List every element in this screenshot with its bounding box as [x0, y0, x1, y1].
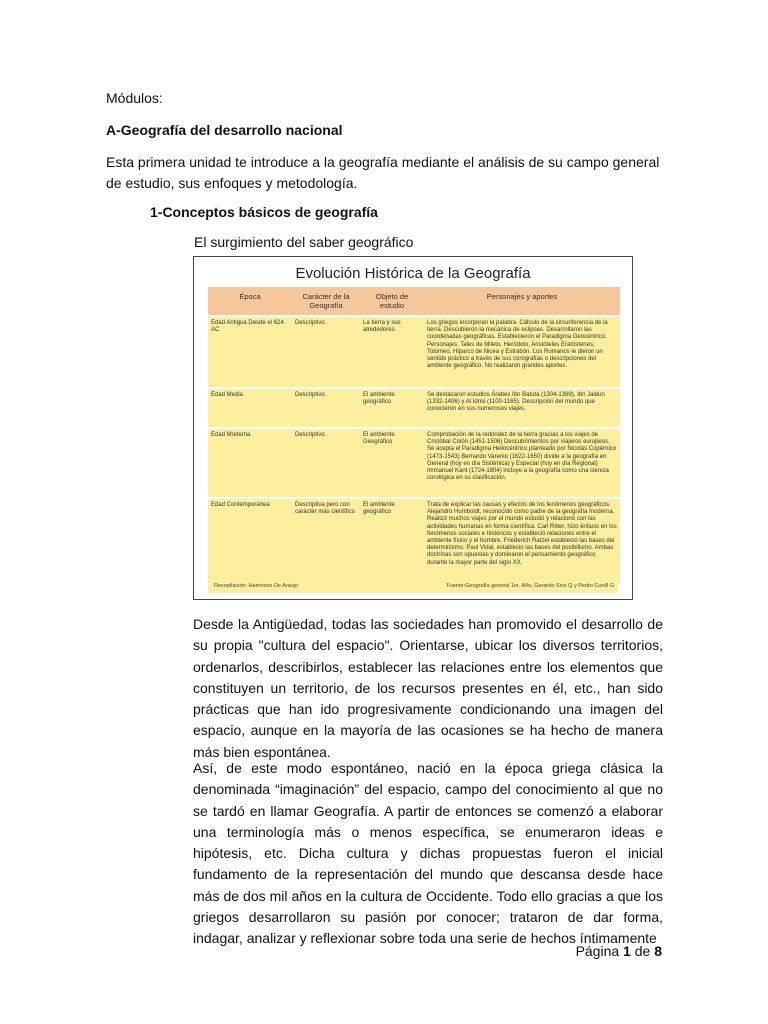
figure-footer: [208, 579, 618, 593]
body-paragraph: Desde la Antigüedad, todas las sociedades han promovido el desarrollo de su propia "cultura del espacio". Orientarse, ubicar los diversos territorios, ordenarlos, describirlos, establecer las relaciones entre los elementos que constituyen un territorio, de los recursos presentes en él, etc., han sido prácticas que han ido progresivamente condicionando una imagen del espacio, aunque en la mayoría de las ocasiones se ha hecho de manera más bien espontánea.: [193, 616, 663, 760]
cell-objeto: El ambiente geográfico: [360, 498, 424, 584]
cell-caracter: Descriptivo: [292, 428, 360, 498]
cell-caracter: Descriptiva pero con carácter más científico: [292, 498, 360, 584]
header-epoca: Época: [208, 287, 292, 316]
cell-aportes: Trata de explicar las causas y efectos de los fenómenos geográficos. Alejandro Humboldt, reconocido como padre de la geografía moderna. Realizó muchos viajes por el mundo estudió y relacionó con las actividades humanas en forma científica. Carl Ritter, hizo énfasis en los fenómenos sociales e históricos y estableció relaciones entre el ambiente físico y el hombre. Friederich Ratzel estableció las bases del determinismo. Paul Vidal, establecio las bases del posibilismo. Ambas doctrinas son opuestas y dominaron el pensamiento geográfico durante la mayor parte del siglo XX.: [424, 498, 620, 584]
figure-source: Fuente:Geografía general 1er. Año, Gerardo Sios Q y Pedro Cunill G: [446, 583, 614, 589]
cell-aportes: Comprobación de la redondez de la tierra gracias a los viajes de Cristóbal Colón (1451-1506) Descubrimientos por viajeros europeos. Se acepta el Paradigma Heliocéntrico planteado por Nicolás Copérnico (1473-1543) Bernardo Varenio (1622-1650) divide a la geografía en General (hoy en día Sistémica) y Especial (hoy en día Regional) Immanuel Kant (1724-1804) incluye a la geografía como una ciencia corológica en su clasificación.: [424, 428, 620, 498]
table-row: [208, 316, 620, 388]
page-label: Página: [575, 943, 620, 959]
body-paragraph: Así, de este modo espontáneo, nació en la época griega clásica la denominada “imaginación” del espacio, campo del conocimiento al que no se tardó en llamar Geografía. A partir de entonces se comenzó a elaborar una terminología más o menos específica, se enumeraron ideas e hipótesis, etc. Dicha cultura y dichas propuestas fueron el inicial fundamento de la representación del mundo que descansa desde hace más de dos mil años en la cultura de Occidente. Todo ello gracias a que los griegos desarrollaron su pasión por conocer; trataron de dar forma, indagar, analizar y reflexionar sobre toda una serie de hechos íntimamente: [193, 760, 663, 947]
cell-epoca: Edad Contemporánea: [208, 498, 292, 584]
header-aportes: Personajes y aportes: [424, 287, 620, 316]
page-sep: de: [634, 943, 651, 959]
page-number: [576, 943, 662, 959]
figure-title: Evolución Histórica de la Geografía: [295, 265, 531, 282]
cell-objeto: La tierra y sus alrededores: [360, 316, 424, 388]
figure-credit: Recopilación: Harrinson De Araujo: [214, 583, 299, 589]
header-caracter: Carácter de la Geografía: [292, 287, 360, 316]
figure-caption: El surgimiento del saber geográfico: [194, 234, 414, 250]
cell-caracter: Descriptivo: [292, 388, 360, 428]
table-row: [208, 388, 620, 428]
header-objeto: Objeto de estudio: [360, 287, 424, 316]
cell-aportes: Se destacaron estudios Árabes Ibn Batuta (1304-1369), Ibn Jaldun (1332-1406) y Al Idrisi (1100-1165). Descripción del mundo que conocieron en sus numerosos viajes.: [424, 388, 620, 428]
section-title: A-Geografía del desarrollo nacional: [106, 122, 343, 138]
page-total: 8: [654, 943, 662, 959]
history-figure: [193, 256, 633, 600]
cell-objeto: El ambiente Geográfico: [360, 428, 424, 498]
history-table: [208, 287, 620, 584]
cell-aportes: Los griegos incorporan la palabra. Cálculo de la circunferencia de la tierra. Descubieron la mecánica de eclipses. Desarrollaron las coordenadas geográficas. Establecieron el Paradigma Geocéntrico. Personajes: Tales de Mileto, Heródoto, Aristóteles Eratóstenes, Tolomeo, Hiparco de Nicea y Estrabón. Los Romanos le dieron un sentido práctico a través de sus corografías o descripciones del ambiente geográfico. No realizaron grandes aportes.: [424, 316, 620, 388]
cell-objeto: El ambiente geográfico: [360, 388, 424, 428]
table-row: [208, 428, 620, 498]
cell-epoca: Edad Media: [208, 388, 292, 428]
cell-epoca: Edad Moderna: [208, 428, 292, 498]
cell-caracter: Descriptivo: [292, 316, 360, 388]
heading-modulos: Módulos:: [106, 90, 163, 106]
cell-epoca: Edad Antigua Desde el 624. AC: [208, 316, 292, 388]
intro-paragraph: Esta primera unidad te introduce a la geografía mediante el análisis de su campo general de estudio, sus enfoques y metodología.: [106, 154, 660, 191]
page-current: 1: [623, 943, 631, 959]
subsection-title: 1-Conceptos básicos de geografía: [150, 204, 378, 220]
table-row: [208, 498, 620, 584]
